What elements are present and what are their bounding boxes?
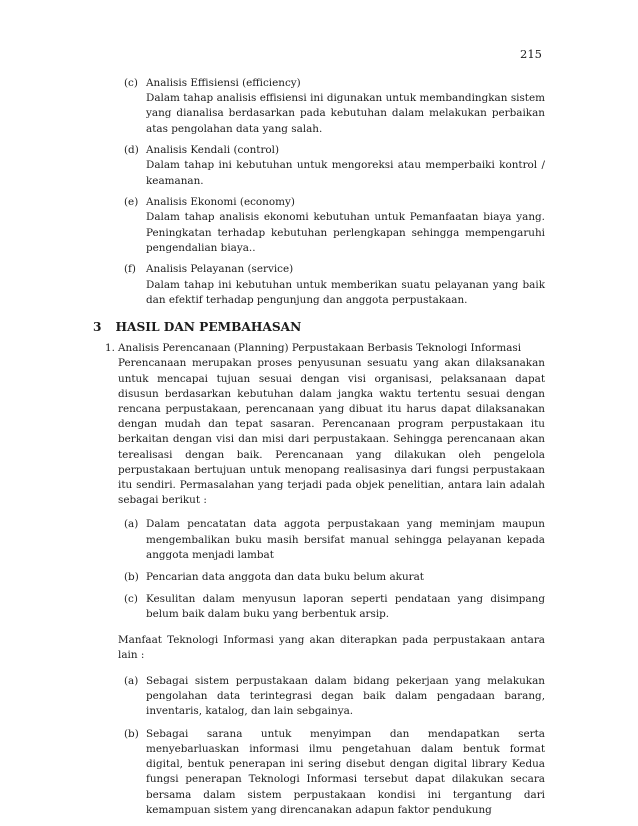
benefit-text: Sebagai sistem perpustakaan dalam bidang pekerjaan yang melakukan pengolahan data terintegrasi degan baik dalam pengadaan barang, inventaris, katalog, dan lain sebgainya. xyxy=(146,675,545,718)
page-number: 215 xyxy=(520,47,542,61)
benefit-text: Sebagai sarana untuk menyimpan dan mendapatkan serta menyebarluaskan informasi ilmu pengetahuan dalam bentuk format digital, bentuk penerapan ini sering disebut dengan digital library Kedua fungsi penerapan Teknologi Informasi tersebut dapat dilakukan secara bersama dalam sistem perpustakaan kondisi ini tergantung dari kemampuan sistem yang direncanakan adapun faktor pendukung xyxy=(146,727,545,816)
item-body: Dalam tahap analisis ekonomi kebutuhan untuk Pemanfaatan biaya yang. Peningkatan terhadap kebutuhan perlengkapan sehingga mempengaruhi pengendalian biaya.. xyxy=(146,211,545,254)
list-marker: (f) xyxy=(124,263,136,276)
paragraph: Manfaat Teknologi Informasi yang akan diterapkan pada perpustakaan antara lain : xyxy=(118,633,545,661)
list-marker: (b) xyxy=(124,571,139,584)
problem-text: Kesulitan dalam menyusun laporan seperti pendataan yang disimpang belum baik dalam buku yang berbentuk arsip. xyxy=(146,593,545,621)
problem-item xyxy=(93,592,545,622)
item-body: Dalam tahap analisis effisiensi ini digunakan untuk membandingkan sistem yang dianalisa berdasarkan pada kebutuhan dalam melakukan perbaikan atas pengolahan data yang salah. xyxy=(146,92,545,135)
page-content xyxy=(93,76,545,825)
problem-text: Pencarian data anggota dan data buku belum akurat xyxy=(146,571,424,584)
item-title: Analisis Kendali (control) xyxy=(146,144,280,157)
list-marker: (a) xyxy=(124,518,139,531)
list-marker: (b) xyxy=(124,727,139,740)
item-title: Analisis Perencanaan (Planning) Perpustakaan Berbasis Teknologi Informasi xyxy=(118,342,522,355)
analysis-item-service xyxy=(93,262,545,308)
item-title: Analisis Pelayanan (service) xyxy=(146,263,294,276)
section-title: HASIL DAN PEMBAHASAN xyxy=(115,320,302,335)
list-marker: (a) xyxy=(124,675,139,688)
item-title: Analisis Effisiensi (efficiency) xyxy=(146,77,301,89)
problem-item xyxy=(93,570,545,585)
item-body: Dalam tahap ini kebutuhan untuk mengoreksi atau memperbaiki kontrol / keamanan. xyxy=(146,159,545,187)
benefit-item xyxy=(93,674,545,720)
analysis-item-control xyxy=(93,143,545,189)
item-body: Dalam tahap ini kebutuhan untuk memberikan suatu pelayanan yang baik dan efektif terhadap pengunjung dan anggota perpustakaan. xyxy=(146,278,545,306)
section-number: 3 xyxy=(93,320,102,335)
list-marker: (c) xyxy=(124,77,138,89)
benefit-item xyxy=(93,727,545,818)
list-marker: (e) xyxy=(124,196,139,209)
list-marker: (c) xyxy=(124,593,138,606)
section-heading xyxy=(93,320,545,335)
list-marker: (d) xyxy=(124,144,139,157)
analysis-item-economy xyxy=(93,195,545,256)
paragraph: Perencanaan merupakan proses penyusunan sesuatu yang akan dilaksanakan untuk mencapai tujuan sesuai dengan visi organisasi, pelaksanaan dapat disusun berdasarkan kebutuhan dalam jangka waktu tertentu sesuai dengan rencana perpustakaan, perencanaan yang dibuat itu harus dapat dilaksanakan dengan mudah dan tepat sasaran. Perencanaan program perpustakaan itu berkaitan dengan visi dan misi dari perpustakaan. Sehingga perencanaan akan terealisasi dengan baik. Perencanaan yang dilakukan oleh pengelola perpustakaan bertujuan untuk menopang realisasinya dari fungsi perpustakaan itu sendiri. Permasalahan yang terjadi pada objek penelitian, antara lain adalah sebagai berikut : xyxy=(118,357,545,507)
numbered-item-planning xyxy=(93,341,545,818)
item-title: Analisis Ekonomi (economy) xyxy=(146,196,295,209)
problem-text: Dalam pencatatan data aggota perpustakaan yang meminjam maupun mengembalikan buku masih bersifat manual sehingga pelayanan kepada anggota menjadi lambat xyxy=(146,518,545,561)
problem-item xyxy=(93,517,545,563)
analysis-item-efficiency xyxy=(93,76,545,137)
list-marker: 1. xyxy=(105,342,115,355)
